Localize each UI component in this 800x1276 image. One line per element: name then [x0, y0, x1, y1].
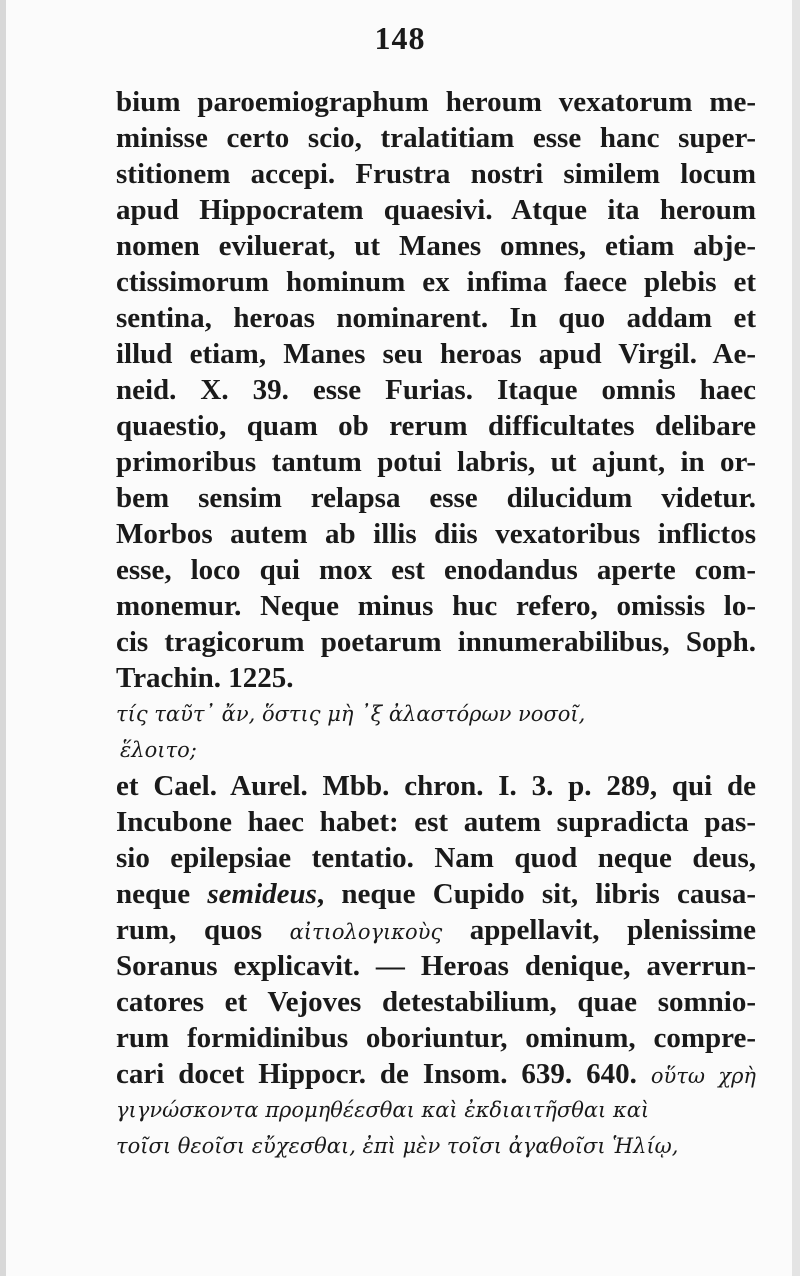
text-line [116, 1056, 756, 1092]
text-line: sentina, heroas nominarent. In quo addam et [116, 302, 756, 334]
text-fragment: appellavit, plenissime [442, 914, 756, 946]
text-line: neid. X. 39. esse Furias. Itaque omnis haec [116, 374, 756, 406]
text-line: cis tragicorum poetarum innumerabilibus, Soph. [116, 626, 756, 658]
text-line [116, 912, 756, 948]
text-line: Trachin. 1225. [116, 662, 294, 694]
text-line: Incubone haec habet: est autem supradicta pas- [116, 806, 756, 838]
text-line: minisse certo scio, tralatitiam esse hanc super- [116, 122, 756, 154]
text-line: et Cael. Aurel. Mbb. chron. I. 3. p. 289, qui de [116, 770, 756, 802]
page-edge-left [0, 0, 6, 1276]
text-fragment: cari docet Hippocr. de Insom. 639. 640. [116, 1058, 651, 1090]
greek-phrase: οὕτω χρὴ [650, 1064, 756, 1088]
body-text [116, 84, 756, 1164]
page-number: 148 [374, 20, 426, 56]
greek-text-line: τοῖσι θεοῖσι εὔχεσθαι, ἐπὶ μὲν τοῖσι ἀγαθοῖσι Ἡλίῳ, [116, 1134, 679, 1158]
text-line: bium paroemiographum heroum vexatorum me- [116, 86, 756, 118]
text-line: illud etiam, Manes seu heroas apud Virgil. Ae- [116, 338, 756, 370]
text-fragment: , neque Cupido sit, libris causa- [316, 878, 756, 910]
text-fragment: neque [116, 878, 208, 910]
page-edge-right [792, 0, 800, 1276]
text-line: esse, loco qui mox est enodandus aperte com- [116, 554, 756, 586]
text-line: ctissimorum hominum ex infima faece plebis et [116, 266, 756, 298]
text-line [116, 876, 756, 912]
text-line: monemur. Neque minus huc refero, omissis lo- [116, 590, 756, 622]
text-line: primoribus tantum potui labris, ut ajunt, in or- [116, 446, 756, 478]
greek-quote-line-1: τίς ταῦτ᾽ ἄν, ὅστις μὴ ᾽ξ ἀλαστόρων νοσοῖ, [116, 702, 586, 726]
text-line: catores et Vejoves detestabilium, quae somnio- [116, 986, 756, 1018]
text-line: Soranus explicavit. — Heroas denique, averrun- [116, 950, 756, 982]
text-line: stitionem accepi. Frustra nostri similem locum [116, 158, 756, 190]
text-line: nomen eviluerat, ut Manes omnes, etiam abje- [116, 230, 756, 262]
greek-word: αἰτιολογικοὺς [289, 920, 443, 944]
text-line: bem sensim relapsa esse dilucidum videtur. [116, 482, 756, 514]
text-line: sio epilepsiae tentatio. Nam quod neque deus, [116, 842, 756, 874]
text-line: Morbos autem ab illis diis vexatoribus inflictos [116, 518, 756, 550]
greek-quote-line-2: ἕλοιτο; [120, 738, 197, 762]
text-line: quaestio, quam ob rerum difficultates delibare [116, 410, 756, 442]
text-fragment: rum, quos [116, 914, 290, 946]
text-line: apud Hippocratem quaesivi. Atque ita heroum [116, 194, 756, 226]
text-line: rum formidinibus oboriuntur, ominum, compre- [116, 1022, 756, 1054]
italic-word: semideus [207, 878, 317, 910]
greek-text-line: γιγνώσκοντα προμηθέεσθαι καὶ ἐκδιαιτῆσθαι καὶ [116, 1098, 650, 1122]
